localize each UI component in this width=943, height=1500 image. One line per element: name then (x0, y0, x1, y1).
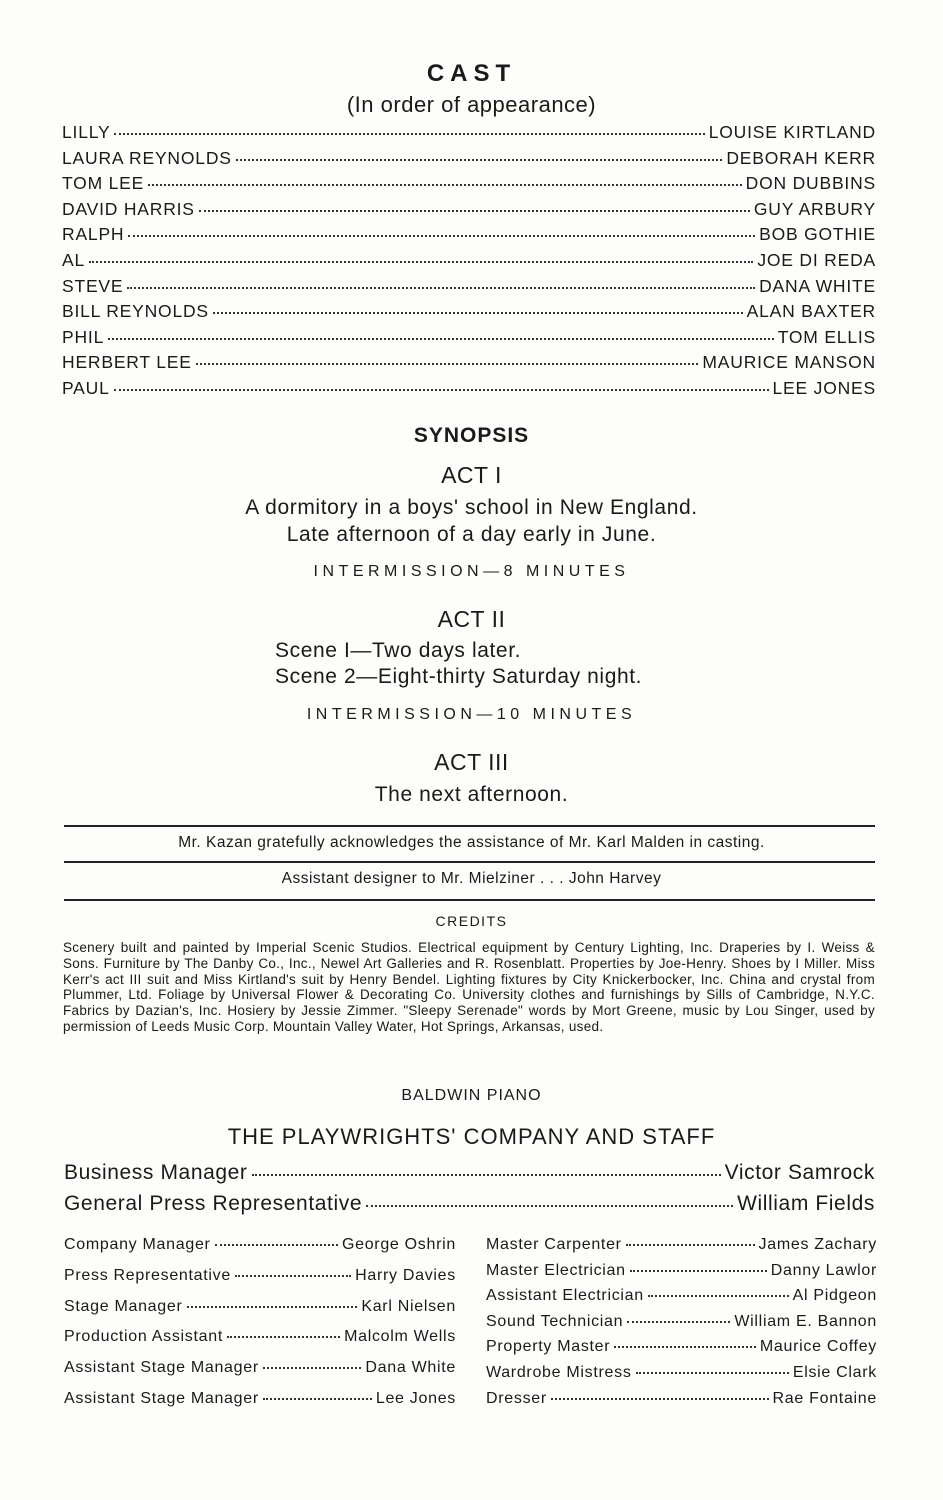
staff-left-column (64, 1236, 456, 1421)
role-name: RALPH (62, 224, 125, 245)
role-name: LAURA REYNOLDS (62, 147, 232, 168)
dot-leader (236, 159, 723, 161)
acknowledgement: Mr. Kazan gratefully acknowledges the assistance of Mr. Karl Malden in casting. (178, 834, 765, 851)
dot-leader (114, 389, 769, 391)
dot-leader (263, 1398, 372, 1400)
credits-title: CREDITS (435, 913, 508, 929)
actor-name: ALAN BAXTER (746, 301, 876, 322)
staff-row (486, 1338, 877, 1364)
dot-leader (108, 338, 774, 340)
dot-leader (235, 1275, 351, 1277)
cast-row (62, 173, 876, 199)
staff-title: Business Manager (64, 1161, 248, 1184)
staff-row (64, 1390, 456, 1421)
company-title: THE PLAYWRIGHTS' COMPANY AND STAFF (227, 1124, 716, 1149)
intermission-1: INTERMISSION—8 MINUTES (313, 563, 630, 580)
staff-name: William E. Bannon (734, 1312, 877, 1330)
staff-row (64, 1161, 875, 1192)
divider (64, 861, 875, 863)
act-2-scenes (275, 638, 642, 690)
cast-row (62, 301, 876, 327)
dot-leader (551, 1398, 769, 1400)
actor-name: BOB GOTHIE (759, 224, 876, 245)
staff-row (64, 1236, 456, 1267)
act-2-scene-1: Scene I—Two days later. (275, 639, 522, 662)
staff-name: Karl Nielsen (361, 1297, 456, 1315)
dot-leader (148, 184, 742, 186)
staff-row (486, 1287, 877, 1313)
staff-title: General Press Representative (64, 1192, 363, 1215)
cast-row (62, 224, 876, 250)
cast-row (62, 378, 876, 404)
staff-name: Dana White (365, 1359, 456, 1377)
cast-subtitle: (In order of appearance) (346, 92, 597, 117)
staff-name: William Fields (737, 1192, 875, 1215)
act-1-label: ACT I (441, 462, 502, 488)
cast-list (62, 122, 876, 404)
cast-row (62, 250, 876, 276)
staff-title: Dresser (486, 1389, 547, 1407)
dot-leader (114, 133, 704, 135)
staff-title: Company Manager (64, 1236, 211, 1253)
staff-row (486, 1390, 877, 1416)
actor-name: DANA WHITE (759, 275, 876, 296)
staff-name: James Zachary (758, 1236, 877, 1253)
dot-leader (187, 1306, 358, 1308)
dot-leader (626, 1244, 755, 1246)
dot-leader (648, 1295, 789, 1297)
staff-name: Lee Jones (375, 1389, 456, 1407)
role-name: HERBERT LEE (62, 352, 192, 373)
actor-name: LEE JONES (772, 377, 876, 398)
cast-row (62, 122, 876, 148)
dot-leader (89, 261, 753, 263)
staff-name: George Oshrin (341, 1236, 456, 1253)
staff-name: Rae Fontaine (772, 1389, 877, 1407)
staff-title: Property Master (486, 1338, 611, 1356)
staff-name: Maurice Coffey (759, 1338, 877, 1356)
staff-name: Al Pidgeon (792, 1287, 877, 1305)
role-name: STEVE (62, 275, 124, 296)
staff-title: Assistant Stage Manager (64, 1359, 259, 1377)
staff-name: Victor Samrock (724, 1161, 875, 1184)
staff-title: Wardrobe Mistress (486, 1363, 632, 1381)
role-name: PHIL (62, 326, 105, 347)
act-1-time: Late afternoon of a day early in June. (286, 523, 657, 546)
dot-leader (630, 1270, 767, 1272)
role-name: BILL REYNOLDS (62, 301, 209, 322)
role-name: AL (62, 249, 86, 270)
staff-row (64, 1359, 456, 1390)
dot-leader (614, 1346, 756, 1348)
staff-row (486, 1364, 877, 1390)
actor-name: LOUISE KIRTLAND (708, 122, 876, 142)
dot-leader (213, 312, 743, 314)
staff-name: Malcolm Wells (344, 1328, 456, 1346)
dot-leader (128, 235, 755, 237)
assistant-designer: Assistant designer to Mr. Mielziner . . . John Harvey (281, 870, 662, 887)
staff-right-column (486, 1236, 877, 1415)
cast-title: CAST (426, 60, 517, 87)
staff-row (486, 1262, 877, 1288)
credits-text: Scenery built and painted by Imperial Scenic Studios. Electrical equipment by Century Lighting, Inc. Draperies by I. Weiss & Sons. Furniture by The Danby Co., Inc., Newel Art Galleries and R. Rosenblatt. Properties by Joe-Henry. Shoes by I Miller. Miss Kerr's act III suit and Miss Kirtland's suit by Henry Bendel. Lighting fixtures by City Knickerbocker, Inc. China and crystal from Plummer, Ltd. Foliage by Universal Flower & Decorating Co. University clothes and furnishings by Sills of Cambridge, N.Y.C. Fabrics by Dazian's, Inc. Hosiery by Jessie Zimmer. "Sleepy Serenade" words by Mort Greene, music by Lou Singer, used by permission of Leeds Music Corp. Mountain Valley Water, Hot Springs, Arkansas, used. (63, 940, 875, 1034)
act-3-label: ACT III (434, 749, 509, 775)
act-3-time: The next afternoon. (374, 783, 569, 806)
staff-main-list (64, 1161, 875, 1223)
staff-title: Press Representative (64, 1266, 231, 1284)
staff-row (486, 1236, 877, 1262)
cast-row (62, 352, 876, 378)
role-name: PAUL (62, 377, 110, 398)
cast-row (62, 148, 876, 174)
staff-title: Stage Manager (64, 1297, 183, 1315)
role-name: TOM LEE (62, 173, 145, 194)
staff-title: Master Carpenter (486, 1236, 622, 1253)
staff-title: Production Assistant (64, 1328, 223, 1346)
staff-name: Harry Davies (355, 1266, 456, 1284)
act-1-setting: A dormitory in a boys' school in New England. (245, 496, 698, 519)
cast-row (62, 276, 876, 302)
role-name: LILLY (62, 122, 111, 142)
staff-name: Danny Lawlor (770, 1261, 877, 1279)
dot-leader (196, 363, 699, 365)
actor-name: DEBORAH KERR (726, 147, 876, 168)
cast-row (62, 199, 876, 225)
staff-title: Master Electrician (486, 1261, 626, 1279)
dot-leader (215, 1244, 338, 1246)
dot-leader (127, 287, 755, 289)
staff-row (64, 1298, 456, 1329)
baldwin-piano: BALDWIN PIANO (401, 1087, 542, 1104)
cast-row (62, 327, 876, 353)
divider (64, 899, 875, 901)
dot-leader (366, 1205, 733, 1207)
role-name: DAVID HARRIS (62, 198, 195, 219)
actor-name: DON DUBBINS (745, 173, 876, 194)
actor-name: TOM ELLIS (777, 326, 876, 347)
actor-name: JOE DI REDA (757, 249, 876, 270)
intermission-2: INTERMISSION—10 MINUTES (306, 706, 637, 723)
dot-leader (263, 1367, 362, 1369)
act-2-label: ACT II (437, 606, 506, 632)
synopsis-title: SYNOPSIS (413, 424, 530, 447)
dot-leader (627, 1321, 730, 1323)
act-2-scene-2: Scene 2—Eight-thirty Saturday night. (275, 665, 643, 688)
divider (64, 825, 875, 827)
dot-leader (199, 210, 750, 212)
staff-title: Assistant Electrician (486, 1287, 644, 1305)
dot-leader (636, 1372, 789, 1374)
credits-body (63, 940, 875, 1035)
staff-title: Assistant Stage Manager (64, 1389, 259, 1407)
staff-row (64, 1192, 875, 1223)
staff-row (64, 1328, 456, 1359)
staff-title: Sound Technician (486, 1312, 624, 1330)
dot-leader (227, 1336, 340, 1338)
actor-name: MAURICE MANSON (702, 352, 876, 373)
staff-name: Elsie Clark (792, 1363, 877, 1381)
actor-name: GUY ARBURY (753, 198, 876, 219)
dot-leader (252, 1174, 721, 1176)
staff-row (486, 1313, 877, 1339)
staff-row (64, 1267, 456, 1298)
